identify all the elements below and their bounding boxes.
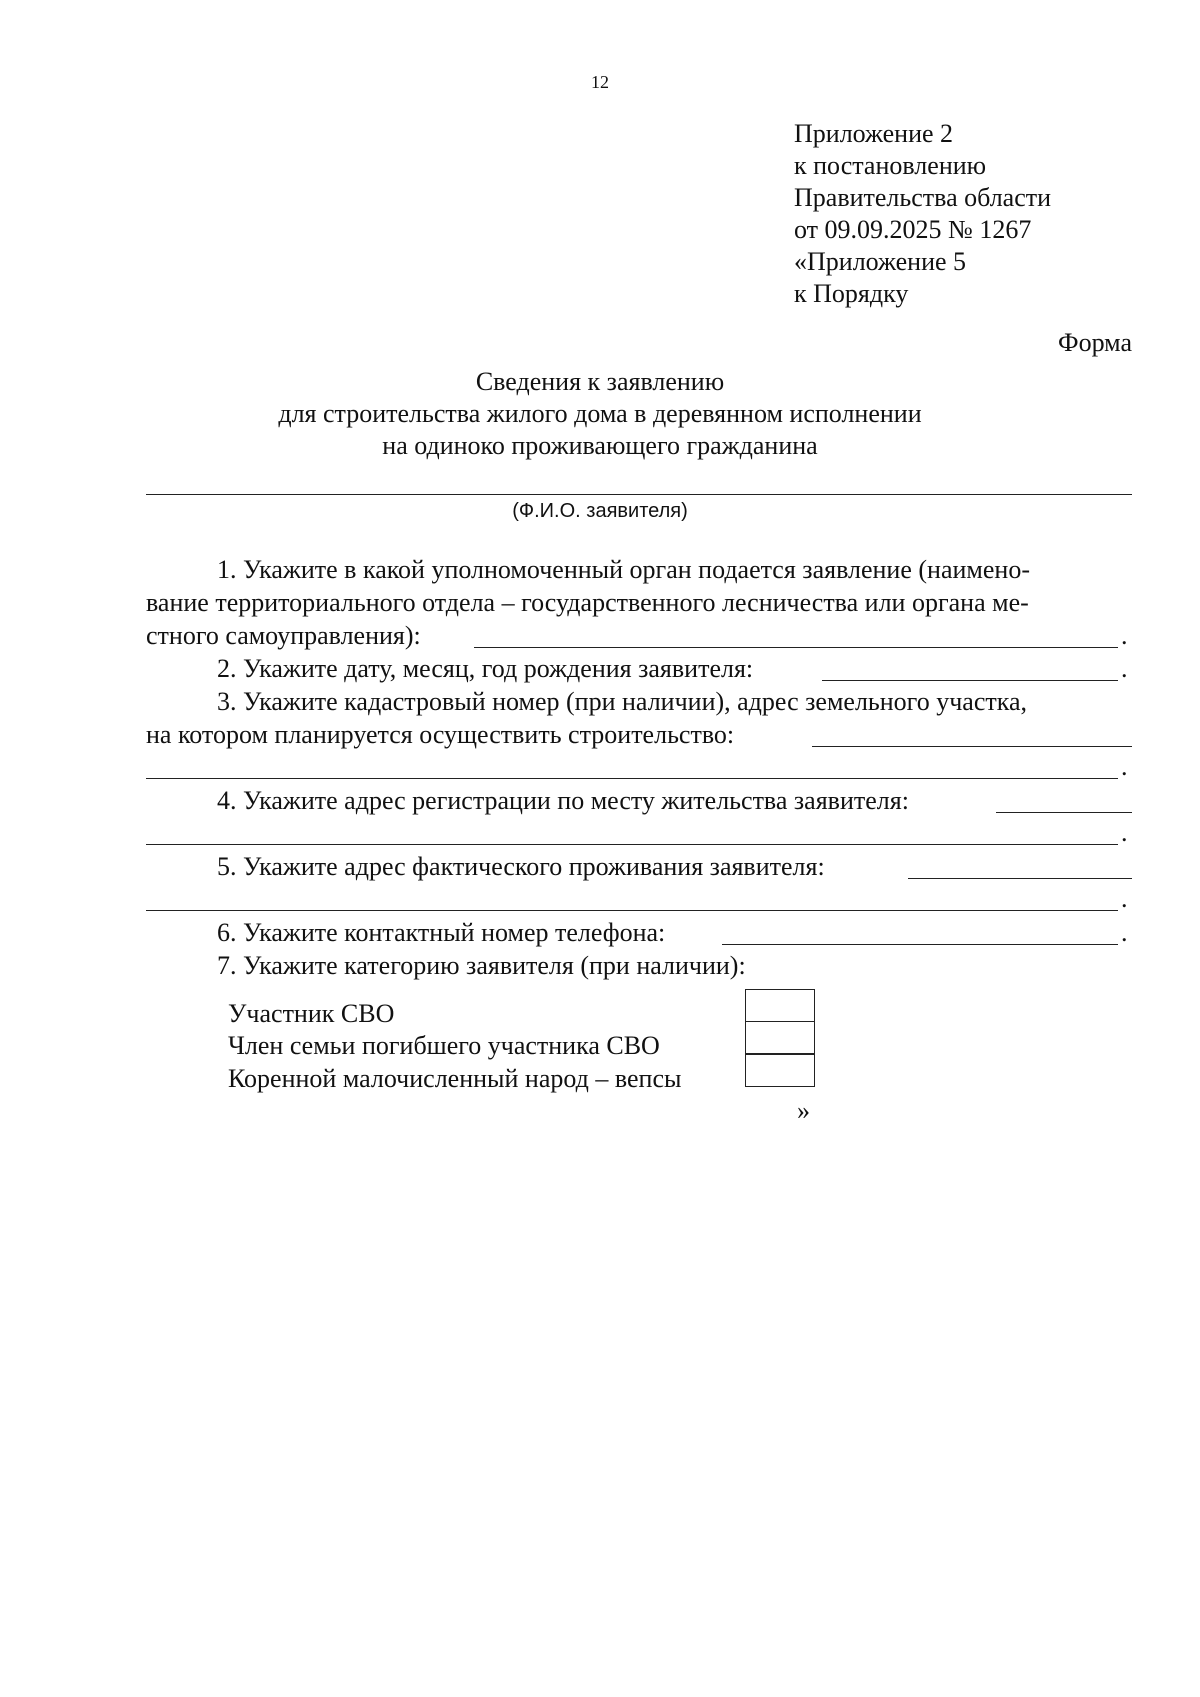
period-mark: . <box>1121 621 1128 650</box>
document-title <box>0 366 1200 462</box>
question-1-line-2: вание территориального отдела – государственного лесничества или органа ме- <box>146 588 1029 617</box>
form-label: Форма <box>1058 328 1132 357</box>
phone-field[interactable] <box>722 944 1118 945</box>
question-1-line-1: 1. Укажите в какой уполномоченный орган подается заявление (наимено- <box>217 555 1030 584</box>
period-mark: . <box>1121 918 1128 947</box>
land-plot-field[interactable] <box>812 746 1132 747</box>
annex-block <box>794 118 1051 310</box>
birth-date-field[interactable] <box>822 680 1118 681</box>
actual-address-field-continued[interactable] <box>146 910 1118 911</box>
page-number: 12 <box>591 72 609 92</box>
category-label-family-member: Член семьи погибшего участника СВО <box>228 1031 660 1060</box>
annex-line: Приложение 2 <box>794 119 954 148</box>
checkbox-veps[interactable] <box>745 1054 815 1087</box>
registration-address-field[interactable] <box>996 812 1132 813</box>
question-3-line-1: 3. Укажите кадастровый номер (при наличии), адрес земельного участка, <box>217 687 1027 716</box>
question-5: 5. Укажите адрес фактического проживания заявителя: <box>217 852 825 881</box>
question-1-line-3: стного самоуправления): <box>146 621 421 650</box>
annex-line: «Приложение 5 <box>794 247 967 276</box>
title-line: Сведения к заявлению <box>475 367 725 396</box>
applicant-name-caption: (Ф.И.О. заявителя) <box>512 500 688 522</box>
closing-quote: » <box>797 1096 810 1125</box>
question-3-line-2: на котором планируется осуществить строительство: <box>146 720 735 749</box>
period-mark: . <box>1121 884 1128 913</box>
question-6: 6. Укажите контактный номер телефона: <box>217 918 666 947</box>
checkbox-family-member[interactable] <box>745 1021 815 1054</box>
category-label-veps: Коренной малочисленный народ – вепсы <box>228 1064 682 1093</box>
annex-line: к постановлению <box>794 151 987 180</box>
annex-line: Правительства области <box>794 183 1052 212</box>
annex-line: от 09.09.2025 № 1267 <box>794 215 1032 244</box>
period-mark: . <box>1121 752 1128 781</box>
question-4: 4. Укажите адрес регистрации по месту жительства заявителя: <box>217 786 909 815</box>
title-line: на одиноко проживающего гражданина <box>382 431 818 460</box>
land-plot-field-continued[interactable] <box>146 778 1118 779</box>
category-label-svo-participant: Участник СВО <box>228 999 395 1028</box>
authority-field[interactable] <box>474 647 1118 648</box>
title-line: для строительства жилого дома в деревянном исполнении <box>278 399 922 428</box>
period-mark: . <box>1121 818 1128 847</box>
checkbox-svo-participant[interactable] <box>745 989 815 1022</box>
question-2: 2. Укажите дату, месяц, год рождения заявителя: <box>217 654 754 683</box>
annex-line: к Порядку <box>794 279 909 308</box>
period-mark: . <box>1121 654 1128 683</box>
actual-address-field[interactable] <box>908 878 1132 879</box>
registration-address-field-continued[interactable] <box>146 844 1118 845</box>
question-7: 7. Укажите категорию заявителя (при наличии): <box>217 951 746 980</box>
applicant-name-field[interactable] <box>146 494 1132 495</box>
